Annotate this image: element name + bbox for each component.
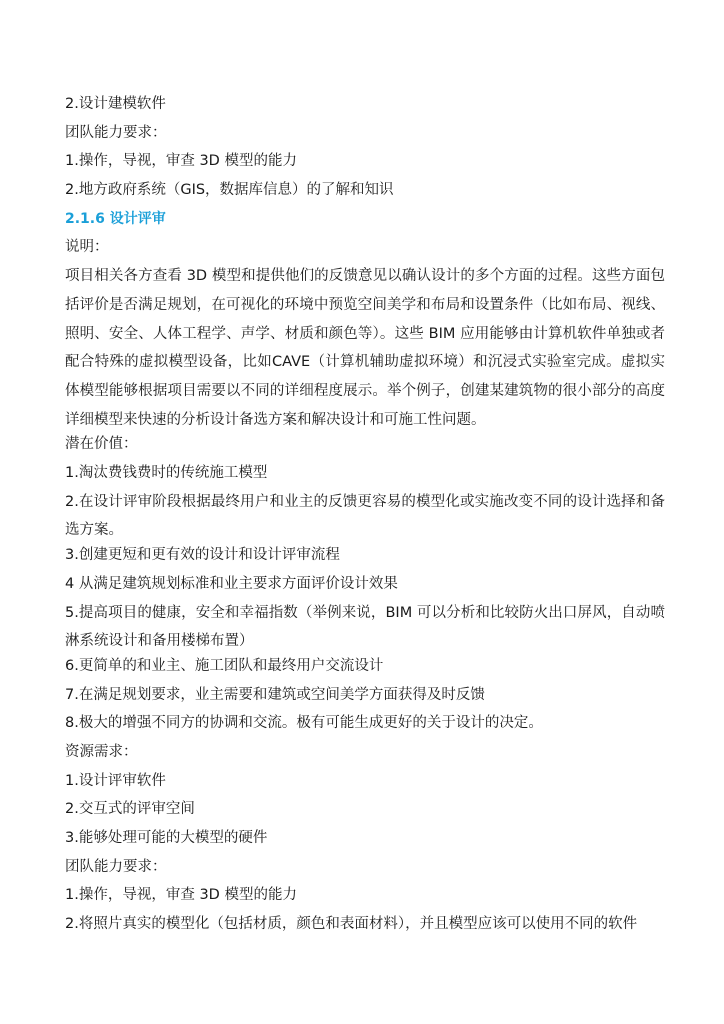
team-label: 团队能力要求： <box>65 858 167 875</box>
list-item: 8.极大的增强不同方的协调和交流。极有可能生成更好的关于设计的决定。 <box>65 715 543 732</box>
resource-label: 资源需求： <box>65 743 138 760</box>
document-body <box>65 94 665 943</box>
list-item: 5.提高项目的健康，安全和幸福指数（举例来说，BIM 可以分析和比较防火出口屏风，自动喷淋系统设计和备用楼梯布置） <box>65 604 665 650</box>
text-line: 1.操作，导视，审查 3D 模型的能力 <box>65 153 297 170</box>
list-item: 2.交互式的评审空间 <box>65 801 195 818</box>
list-item: 3.能够处理可能的大模型的硬件 <box>65 830 268 847</box>
list-item: 7.在满足规划要求，业主需要和建筑或空间美学方面获得及时反馈 <box>65 686 485 703</box>
list-item: 4 从满足建筑规划标准和业主要求方面评价设计效果 <box>65 575 398 592</box>
list-item: 1.淘汰费钱费时的传统施工模型 <box>65 465 268 482</box>
list-item: 1.操作，导视，审查 3D 模型的能力 <box>65 887 297 904</box>
value-label: 潜在价值： <box>65 436 138 453</box>
list-item: 3.创建更短和更有效的设计和设计评审流程 <box>65 547 340 564</box>
explain-paragraph: 项目相关各方查看 3D 模型和提供他们的反馈意见以确认设计的多个方面的过程。这些方面包括评价是否满足规划，在可视化的环境中预览空间美学和布局和设置条件（比如布局、视线、照明、安全、人体工程学、声学、材质和颜色等）。这些 BIM 应用能够由计算机软件单独或者配合特殊的虚拟模型设备，比如CAVE（计算机辅助虚拟环境）和沉浸式实验室完成。虚拟实体模型能够根据项目需要以不同的详细程度展示。举个例子，创建某建筑物的很小部分的高度详细模型来快速的分析设计备选方案和解决设计和可施工性问题。 <box>65 268 665 428</box>
text-line: 2.设计建模软件 <box>65 96 166 112</box>
list-item: 6.更简单的和业主、施工团队和最终用户交流设计 <box>65 657 384 674</box>
section-heading: 2.1.6 设计评审 <box>65 210 166 227</box>
list-item: 2.在设计评审阶段根据最终用户和业主的反馈更容易的模型化或实施改变不同的设计选择和备选方案。 <box>65 493 665 539</box>
list-item: 2.将照片真实的模型化（包括材质，颜色和表面材料），并且模型应该可以使用不同的软件 <box>65 916 638 933</box>
text-line: 2.地方政府系统（GIS，数据库信息）的了解和知识 <box>65 182 394 199</box>
list-item: 1.设计评审软件 <box>65 772 166 789</box>
text-line: 团队能力要求： <box>65 124 167 141</box>
explain-label: 说明： <box>65 239 109 256</box>
